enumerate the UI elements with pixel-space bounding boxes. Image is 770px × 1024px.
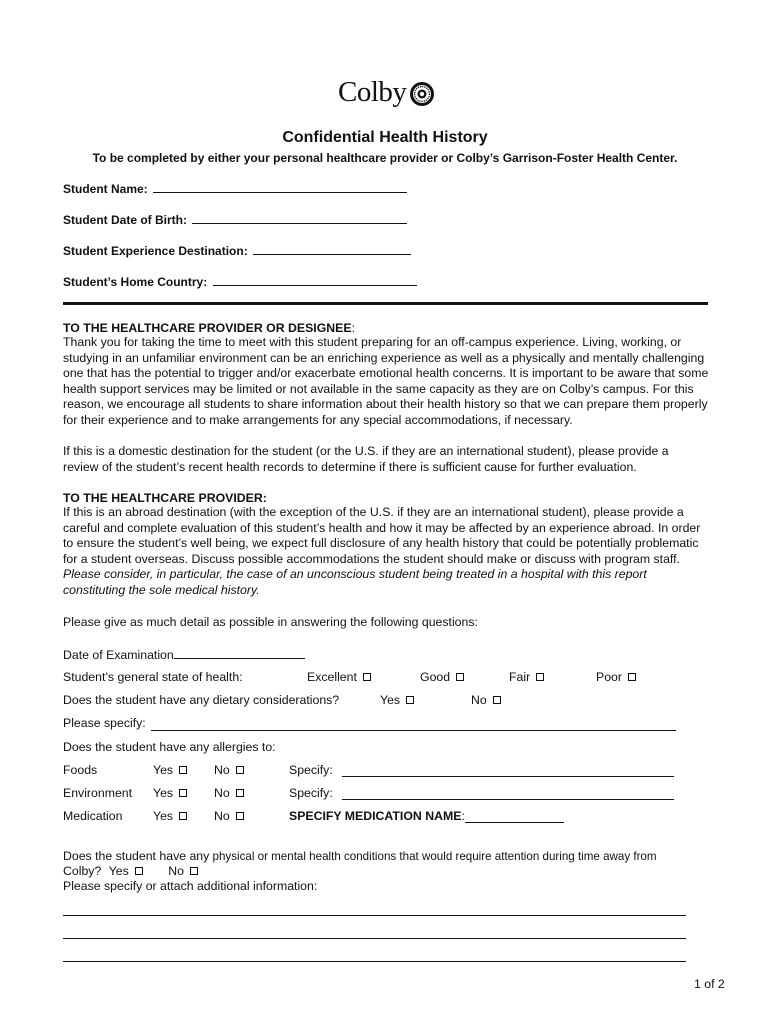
allergy-foods-yes[interactable]: Yes <box>153 763 187 777</box>
domestic-paragraph: If this is a domestic destination for the student (or the U.S. if they are an international student), please provide a review of the student’s recent health records to determine if there is sufficient cause for further evaluation. <box>63 444 669 474</box>
colby-logo-text: Colby <box>338 76 407 108</box>
allergy-environment-specify-input[interactable] <box>342 799 674 800</box>
student-name-label: Student Name: <box>63 182 148 196</box>
allergy-medication-specify-label: SPECIFY MEDICATION NAME: <box>289 809 465 823</box>
allergy-foods-label: Foods <box>63 763 98 777</box>
student-name-field[interactable] <box>63 181 407 196</box>
checkbox-icon[interactable] <box>179 766 187 774</box>
allergy-environment-label: Environment <box>63 786 133 800</box>
health-option-good[interactable]: Good <box>420 670 464 684</box>
checkbox-icon[interactable] <box>536 673 544 681</box>
checkbox-icon[interactable] <box>179 812 187 820</box>
abroad-paragraph: If this is an abroad destination (with the exception of the U.S. if they are an international student), please provide a careful and complete evaluation of this student’s health and how it may be affected by an experience abroad. In order to ensure the student’s well being, we expect full disclosure of any health history that could be potentially problematic for a student overseas. Discuss possible accommodations the student should make or discuss with program staff. Please consider, in particular, the case of an unconscious student being treated in a hospital with this report constituting the sole medical history. <box>63 505 701 597</box>
date-of-exam-field[interactable] <box>63 647 305 662</box>
allergy-medication-no[interactable]: No <box>214 809 244 823</box>
abroad-italic-note: Please consider, in particular, the case of an unconscious student being treated in a hospital with this report constituting the sole medical history. <box>63 567 647 597</box>
student-name-input[interactable] <box>153 181 407 193</box>
abroad-heading: TO THE HEALTHCARE PROVIDER: <box>63 491 267 505</box>
student-dob-input[interactable] <box>192 212 407 224</box>
allergy-foods-specify-input[interactable] <box>342 776 674 777</box>
allergies-label: Does the student have any allergies to: <box>63 740 276 754</box>
conditions-yes[interactable]: Yes <box>109 864 143 878</box>
date-of-exam-label: Date of Examination <box>63 648 174 662</box>
conditions-question: Does the student have any physical or mental health conditions that would require attention during time away from <box>63 849 657 863</box>
page-title: Confidential Health History <box>282 129 488 146</box>
allergy-environment-no[interactable]: No <box>214 786 244 800</box>
checkbox-icon[interactable] <box>493 696 501 704</box>
allergy-foods-no[interactable]: No <box>214 763 244 777</box>
checkbox-icon[interactable] <box>236 812 244 820</box>
health-option-excellent[interactable]: Excellent <box>307 670 371 684</box>
additional-info-label: Please specify or attach additional information: <box>63 879 318 893</box>
health-option-fair[interactable]: Fair <box>509 670 544 684</box>
student-destination-field[interactable] <box>63 243 411 258</box>
section-divider <box>63 302 708 305</box>
additional-info-line-3[interactable] <box>63 961 686 962</box>
colby-seal-icon <box>409 81 435 107</box>
checkbox-icon[interactable] <box>179 789 187 797</box>
student-dob-field[interactable] <box>63 212 407 227</box>
dietary-no[interactable]: No <box>471 693 501 707</box>
additional-info-line-2[interactable] <box>63 938 686 939</box>
allergy-medication-label: Medication <box>63 809 123 823</box>
checkbox-icon[interactable] <box>236 789 244 797</box>
dietary-label: Does the student have any dietary considerations? <box>63 693 340 707</box>
checkbox-icon[interactable] <box>456 673 464 681</box>
provider-heading: TO THE HEALTHCARE PROVIDER OR DESIGNEE: <box>63 321 355 335</box>
student-destination-input[interactable] <box>253 243 411 255</box>
dietary-yes[interactable]: Yes <box>380 693 414 707</box>
student-destination-label: Student Experience Destination: <box>63 244 248 258</box>
date-of-exam-input[interactable] <box>174 647 305 659</box>
allergy-environment-specify-label: Specify: <box>289 786 333 800</box>
page-number: 1 of 2 <box>694 977 725 991</box>
dietary-specify-input[interactable] <box>151 730 676 731</box>
questions-intro: Please give as much detail as possible in answering the following questions: <box>63 615 478 629</box>
allergy-environment-yes[interactable]: Yes <box>153 786 187 800</box>
page-subtitle: To be completed by either your personal healthcare provider or Colby’s Garrison-Foster Health Center. <box>92 151 678 165</box>
allergy-foods-specify-label: Specify: <box>289 763 333 777</box>
health-option-poor[interactable]: Poor <box>596 670 636 684</box>
additional-info-line-1[interactable] <box>63 915 686 916</box>
general-health-label: Student’s general state of health: <box>63 670 243 684</box>
student-home-country-label: Student’s Home Country: <box>63 275 208 289</box>
checkbox-icon[interactable] <box>406 696 414 704</box>
student-home-country-field[interactable] <box>63 274 417 289</box>
provider-paragraph: Thank you for taking the time to meet with this student preparing for an off-campus experience. Living, working, or studying in an unfamiliar environment can be an enriching experience as well as a physically and mentally challenging one that has the potential to trigger and/or exacerbate emotional health concerns. It is important to be aware that some health support services may be limited or not available in the same capacity as they are on Colby’s campus. For this reason, we encourage all students to share information about their health history so that we can prepare them properly for their experience and to make arrangements for any special accommodations, if necessary. <box>63 335 709 427</box>
checkbox-icon[interactable] <box>190 867 198 875</box>
checkbox-icon[interactable] <box>363 673 371 681</box>
checkbox-icon[interactable] <box>628 673 636 681</box>
conditions-answer-row: Colby? Yes No <box>63 864 198 878</box>
student-home-country-input[interactable] <box>213 274 417 286</box>
checkbox-icon[interactable] <box>236 766 244 774</box>
allergy-medication-specify-input[interactable] <box>465 822 564 823</box>
student-dob-label: Student Date of Birth: <box>63 213 187 227</box>
dietary-specify-label: Please specify: <box>63 716 146 730</box>
allergy-medication-yes[interactable]: Yes <box>153 809 187 823</box>
checkbox-icon[interactable] <box>135 867 143 875</box>
conditions-no[interactable]: No <box>168 864 198 878</box>
